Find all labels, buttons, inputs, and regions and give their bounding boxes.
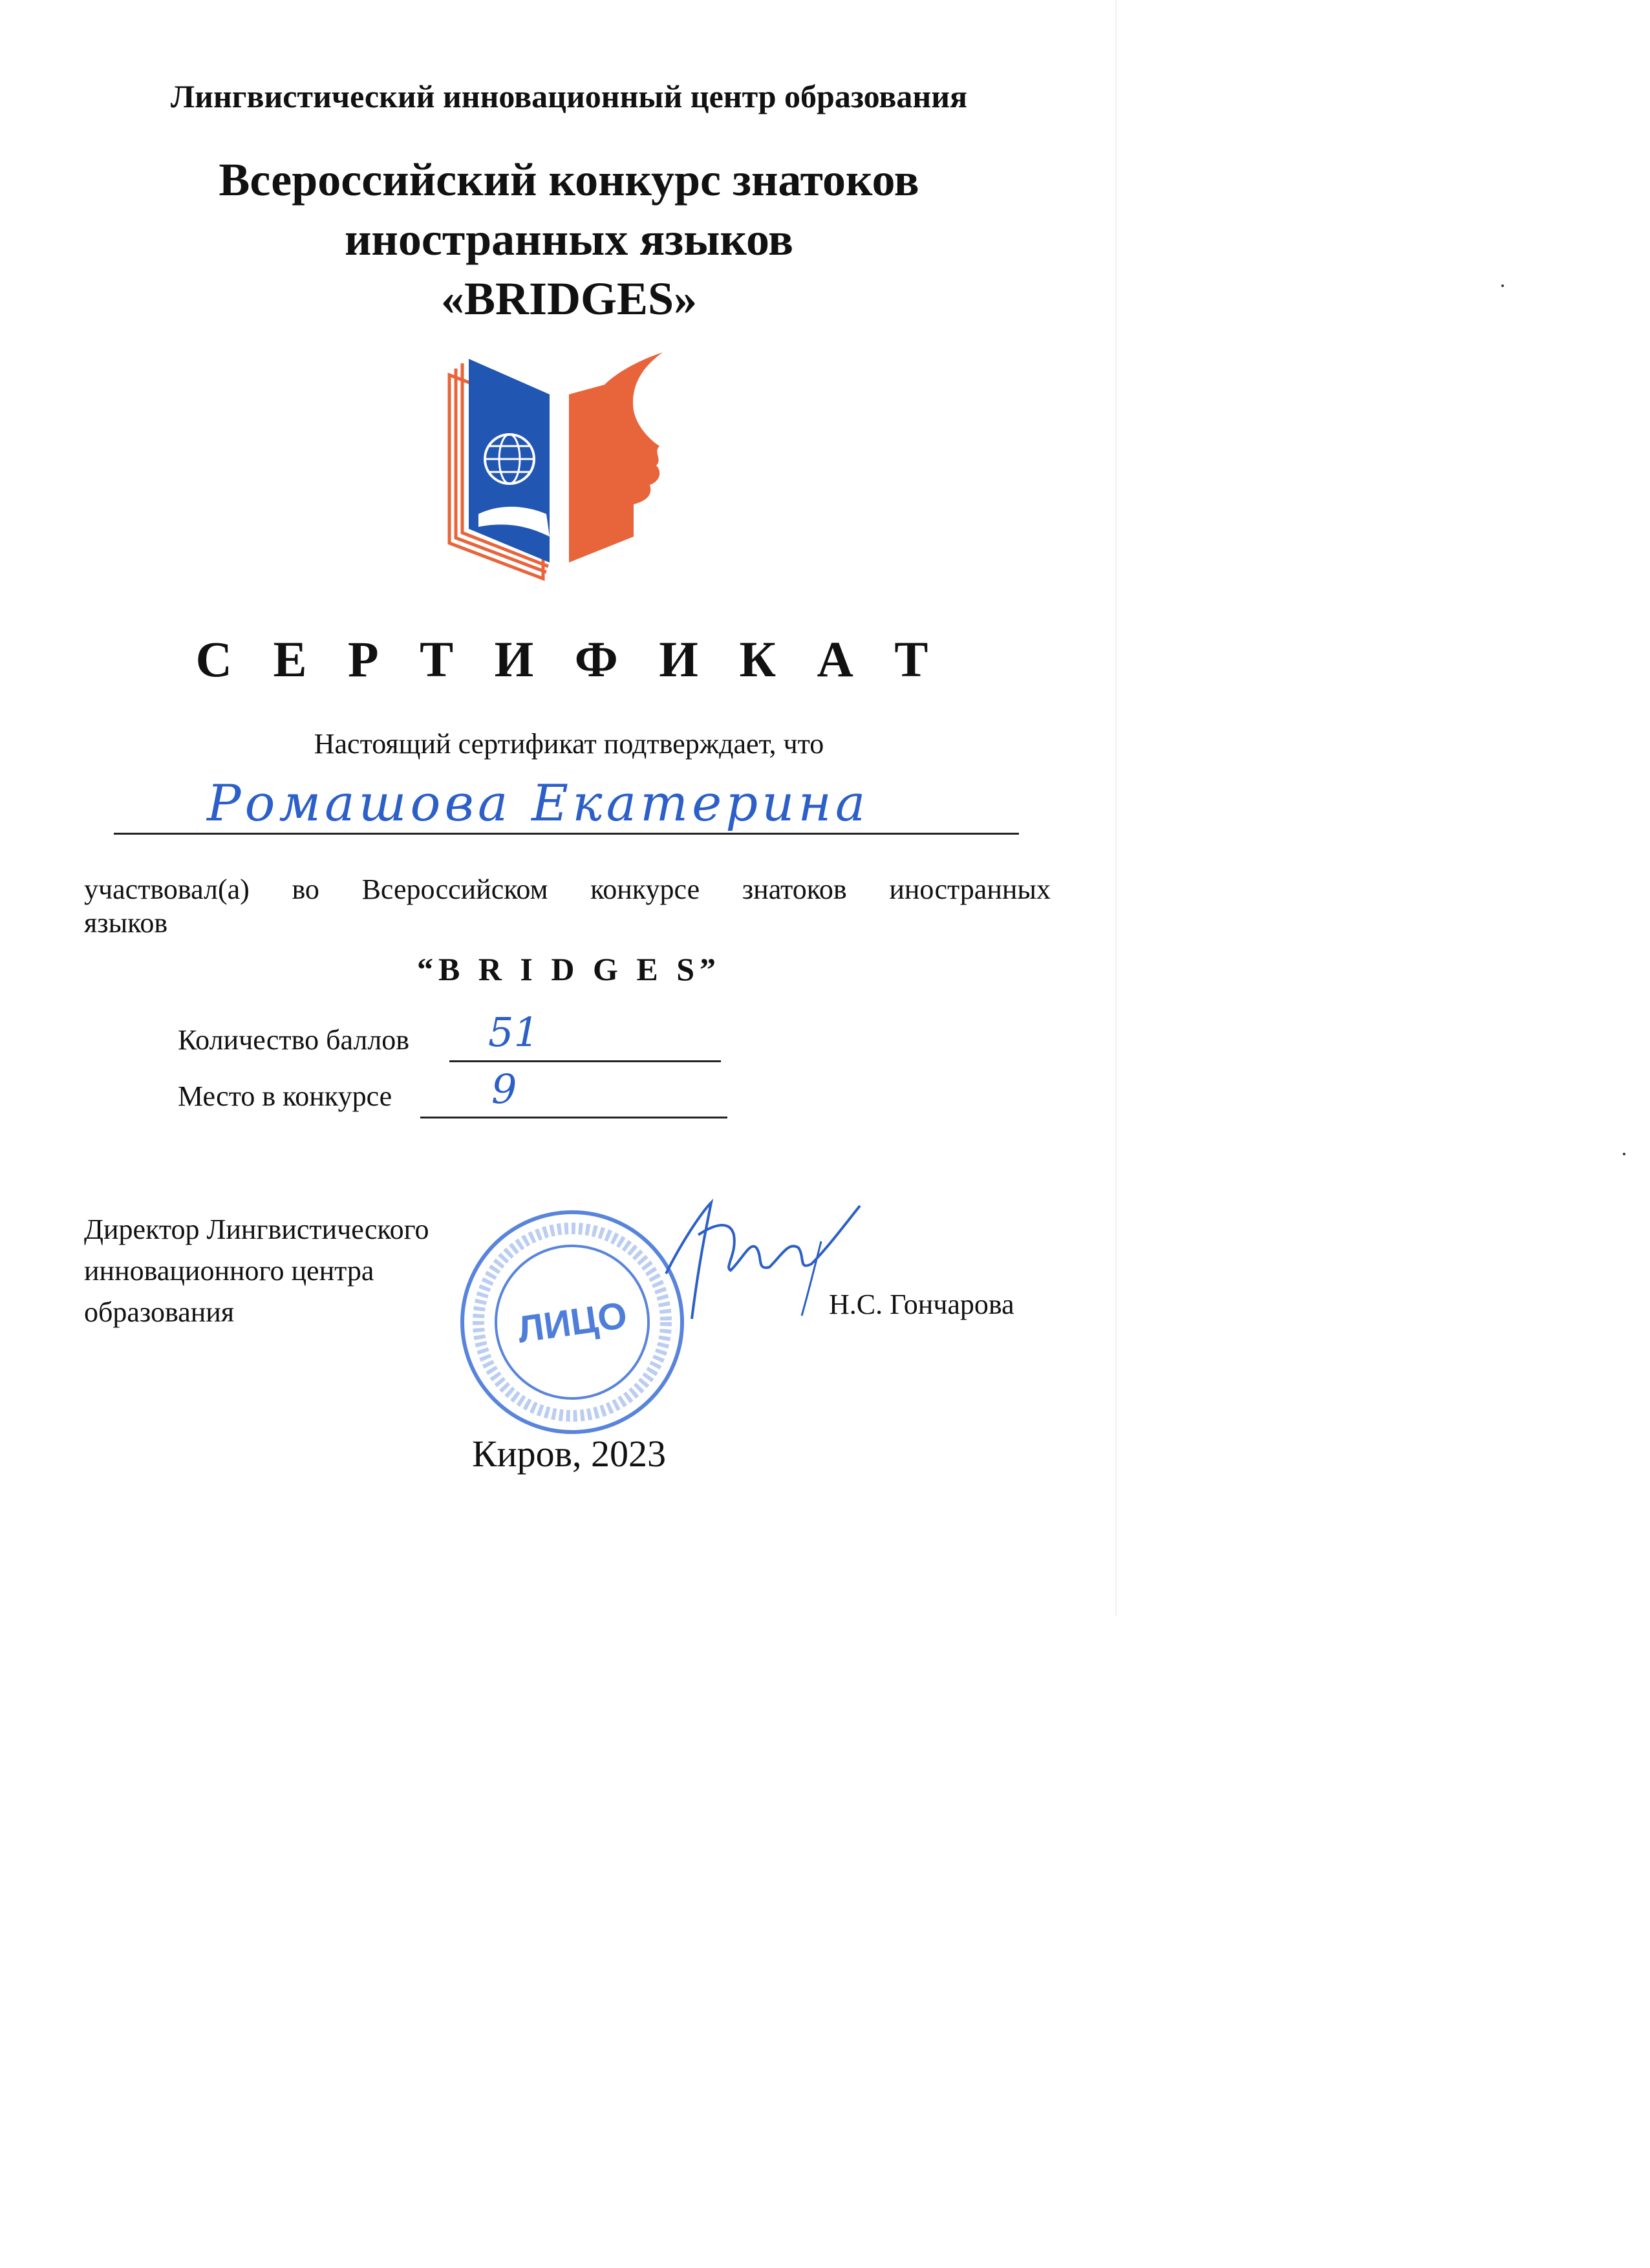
certificate-title: С Е Р Т И Ф И К А Т — [195, 631, 943, 687]
city-year: Киров, 2023 — [471, 1433, 667, 1475]
book-globe-logo-icon — [440, 349, 679, 582]
participant-name: Ромашова Екатерина — [207, 775, 870, 833]
place-underline — [420, 1117, 727, 1118]
round-seal-icon — [453, 1203, 692, 1442]
director-title-line-3: образования — [84, 1296, 235, 1328]
confirmation-text: Настоящий сертификат подтверждает, что — [314, 728, 824, 760]
contest-title-line-3: «BRIDGES» — [440, 273, 698, 325]
participation-text-line-2: языков — [84, 907, 168, 939]
participation-text-line-1: участвовал(а) во Всероссийском конкурсе знатоков иностранных — [84, 873, 1051, 905]
organization-name: Лингвистический инновационный центр образования — [170, 78, 968, 114]
scan-speck — [1623, 1153, 1625, 1155]
name-underline — [114, 833, 1019, 835]
place-label: Место в конкурсе — [178, 1080, 392, 1112]
stamp-center-text: ЛИЦО — [515, 1294, 630, 1351]
score-value: 51 — [488, 1009, 539, 1056]
place-value: 9 — [491, 1065, 517, 1113]
score-label: Количество баллов — [178, 1024, 410, 1056]
director-title-line-1: Директор Лингвистического — [84, 1214, 429, 1245]
score-underline — [449, 1060, 721, 1062]
contest-title — [0, 150, 1138, 328]
signer-name: Н.С. Гончарова — [829, 1289, 1014, 1320]
director-title-line-2: инновационного центра — [84, 1255, 374, 1287]
contest-name: “B R I D G E S” — [416, 951, 722, 987]
scan-speck — [1501, 284, 1504, 287]
director-title — [84, 1209, 429, 1333]
contest-title-line-2: иностранных языков — [344, 213, 794, 265]
contest-title-line-1: Всероссийский конкурс знатоков — [219, 154, 919, 206]
